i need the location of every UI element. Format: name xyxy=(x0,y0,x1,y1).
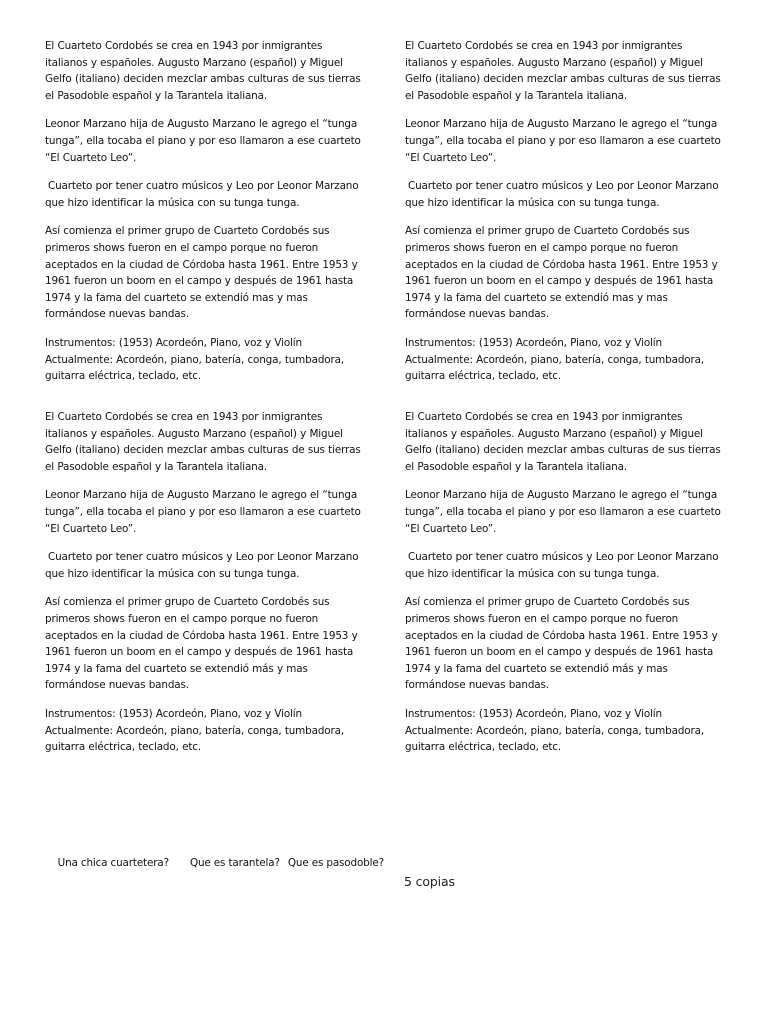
text-block-bottom-right xyxy=(405,409,725,768)
paragraph-name-meaning: Cuarteto por tener cuatro músicos y Leo por Leonor Marzano que hizo identificar la música con su tunga tunga. xyxy=(405,180,719,209)
text-block-bottom-left xyxy=(45,409,365,768)
paragraph-name-meaning: Cuarteto por tener cuatro músicos y Leo por Leonor Marzano que hizo identificar la música con su tunga tunga. xyxy=(45,551,359,580)
paragraph-name-meaning: Cuarteto por tener cuatro músicos y Leo por Leonor Marzano que hizo identificar la música con su tunga tunga. xyxy=(405,551,719,580)
paragraph-leonor: Leonor Marzano hija de Augusto Marzano le agrego el “tunga tunga”, ella tocaba el piano y por eso llamaron a ese cuarteto “El Cuarteto Leo”. xyxy=(45,118,361,164)
paragraph-origin: El Cuarteto Cordobés se crea en 1943 por inmigrantes italianos y españoles. Augusto Marzano (español) y Miguel Gelfo (italiano) deciden mezclar ambas culturas de sus tierras el Pasodoble español y la Tarantela italiana. xyxy=(45,411,361,473)
paragraph-leonor: Leonor Marzano hija de Augusto Marzano le agrego el “tunga tunga”, ella tocaba el piano y por eso llamaron a ese cuarteto “El Cuarteto Leo”. xyxy=(405,118,721,164)
text-block-top-left xyxy=(45,38,365,397)
paragraph-history: Así comienza el primer grupo de Cuarteto Cordobés sus primeros shows fueron en el campo porque no fueron aceptados en la ciudad de Córdoba hasta 1961. Entre 1953 y 1961 fueron un boom en el campo y después de 1961 hasta 1974 y la fama del cuarteto se extendió mas y mas formándose nuevas bandas. xyxy=(45,225,358,321)
paragraph-origin: El Cuarteto Cordobés se crea en 1943 por inmigrantes italianos y españoles. Augusto Marzano (español) y Miguel Gelfo (italiano) deciden mezclar ambas culturas de sus tierras el Pasodoble español y la Tarantela italiana. xyxy=(45,40,361,102)
paragraph-history: Así comienza el primer grupo de Cuarteto Cordobés sus primeros shows fueron en el campo porque no fueron aceptados en la ciudad de Córdoba hasta 1961. Entre 1953 y 1961 fueron un boom en el campo y después de 1961 hasta 1974 y la fama del cuarteto se extendió mas y mas formándose nuevas bandas. xyxy=(405,225,718,321)
paragraph-history: Así comienza el primer grupo de Cuarteto Cordobés sus primeros shows fueron en el campo porque no fueron aceptados en la ciudad de Córdoba hasta 1961. Entre 1953 y 1961 fueron un boom en el campo y después de 1961 hasta 1974 y la fama del cuarteto se extendió más y mas formándose nuevas bandas. xyxy=(45,596,358,692)
paragraph-history: Así comienza el primer grupo de Cuarteto Cordobés sus primeros shows fueron en el campo porque no fueron aceptados en la ciudad de Córdoba hasta 1961. Entre 1953 y 1961 fueron un boom en el campo y después de 1961 hasta 1974 y la fama del cuarteto se extendió más y mas formándose nuevas bandas. xyxy=(405,596,718,692)
paragraph-origin: El Cuarteto Cordobés se crea en 1943 por inmigrantes italianos y españoles. Augusto Marzano (español) y Miguel Gelfo (italiano) deciden mezclar ambas culturas de sus tierras el Pasodoble español y la Tarantela italiana. xyxy=(405,40,721,102)
paragraph-instruments: Instrumentos: (1953) Acordeón, Piano, voz y Violín Actualmente: Acordeón, piano, batería, conga, tumbadora, guitarra eléctrica, teclado, etc. xyxy=(405,707,704,754)
paragraph-leonor: Leonor Marzano hija de Augusto Marzano le agrego el “tunga tunga”, ella tocaba el piano y por eso llamaron a ese cuarteto “El Cuarteto Leo”. xyxy=(45,489,361,535)
paragraph-origin: El Cuarteto Cordobés se crea en 1943 por inmigrantes italianos y españoles. Augusto Marzano (español) y Miguel Gelfo (italiano) deciden mezclar ambas culturas de sus tierras el Pasodoble español y la Tarantela italiana. xyxy=(405,411,721,473)
paragraph-instruments: Instrumentos: (1953) Acordeón, Piano, voz y Violín Actualmente: Acordeón, piano, batería, conga, tumbadora, guitarra eléctrica, teclado, etc. xyxy=(45,336,344,383)
copies-note: 5 copias xyxy=(404,874,455,889)
question-pasodoble: Que es pasodoble? xyxy=(287,857,384,869)
question-cuartetera: Una chica cuartetera? xyxy=(57,857,169,869)
paragraph-name-meaning: Cuarteto por tener cuatro músicos y Leo por Leonor Marzano que hizo identificar la música con su tunga tunga. xyxy=(45,180,359,209)
text-block-top-right xyxy=(405,38,725,397)
paragraph-instruments: Instrumentos: (1953) Acordeón, Piano, voz y Violín Actualmente: Acordeón, piano, batería, conga, tumbadora, guitarra eléctrica, teclado, etc. xyxy=(45,707,344,754)
paragraph-instruments: Instrumentos: (1953) Acordeón, Piano, voz y Violín Actualmente: Acordeón, piano, batería, conga, tumbadora, guitarra eléctrica, teclado, etc. xyxy=(405,336,704,383)
paragraph-leonor: Leonor Marzano hija de Augusto Marzano le agrego el “tunga tunga”, ella tocaba el piano y por eso llamaron a ese cuarteto “El Cuarteto Leo”. xyxy=(405,489,721,535)
questions-line xyxy=(45,839,384,887)
question-tarantela: Que es tarantela? xyxy=(189,857,280,869)
